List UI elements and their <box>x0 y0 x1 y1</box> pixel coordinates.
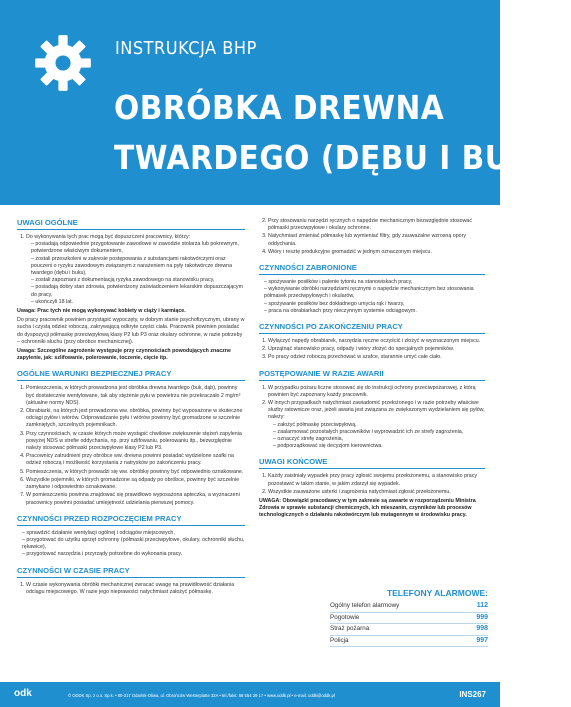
section-title-final: UWAGI KOŃCOWE <box>259 457 485 469</box>
phone-number: 998 <box>476 625 488 632</box>
list-item: 3. Po pracy odzież roboczą przechować w szafce, starannie umyć całe ciało. <box>268 354 485 361</box>
section-title-after-work: CZYNNOŚCI PO ZAKOŃCZENIU PRACY <box>259 322 485 334</box>
right-column <box>259 218 485 522</box>
list-item: 1. Wyłączyć napędy obrabiarek, narzędzia ręczne oczyścić i złożyć w wyznaczonym miejscu. <box>268 338 485 345</box>
phone-number: 999 <box>476 613 488 621</box>
list-item: – praca na obrabiarkach przy nieczynnym systemie odciągowym. <box>264 308 485 315</box>
final-list <box>259 473 485 496</box>
phone-label: Policja <box>330 636 349 644</box>
list-item: – oznaczyć strefę zagrożenia, <box>273 436 485 443</box>
after-work-list <box>259 338 485 362</box>
note-paragraph <box>17 308 245 315</box>
general-list <box>17 234 245 306</box>
section-title-conditions: OGÓLNE WARUNKI BEZPIECZNEJ PRACY <box>17 369 245 381</box>
list-item: – spożywanie posiłków i palenie tytoniu na stanowiskach pracy, <box>264 279 485 286</box>
list-item: 2. Obrabiarki, na których jest prowadzona ww. obróbka, powinny być wyposażone w skuteczne odciągi pyłów i wiórów. Odprowadzanie pyłu i wiórów powinny być gromadzone w szczelnie zamkniętych, szczelnych pojemnikach. <box>26 408 245 430</box>
during-work-list <box>17 582 245 596</box>
section-title-during-work: CZYNNOŚCI W CZASIE PRACY <box>17 566 245 578</box>
gear-icon <box>34 34 92 92</box>
note-paragraph <box>17 348 245 362</box>
during-work-list-continued <box>259 218 485 256</box>
list-item: 3. Przy czynnościach, w czasie których może wystąpić chwilowe zwiększenie stężeń zapylenia powyżej NDS w strefie oddychania, np. przy szlifowaniu, polerowaniu itp., bezwzględnie należy stosować półmaski przeciwpyłowe klasy P2 lub P3. <box>26 431 245 453</box>
paragraph: Do pracy pracownik powinien przystąpić wypoczęty, w dobrym stanie psychofizycznym, ubrany w sucha i czystą odzież roboczą, zakrywającą odkryte części ciała. Pracownik powinien posiadać do dyspozycji półmaskę przeciwpyłową klasy P2 lub P3 oraz okulary ochronne, w razie potrzeby – ochronniki słuchu (przy obróbce mechanicznej). <box>17 317 245 345</box>
section-title-forbidden: CZYNNOŚCI ZABRONIONE <box>259 263 485 275</box>
dash-list <box>26 241 245 306</box>
section-title-before-work: CZYNNOŚCI PRZED ROZPOCZĘCIEM PRACY <box>17 514 245 526</box>
list-item: – zostali zapoznani z dokumentacją ryzyka zawodowego na stanowisku pracy, <box>31 277 245 284</box>
list-item: – wykonywanie obróbki narzędziami ręcznymi o napędzie mechanicznym bez stosowania półmasek przeciwpyłowych i okularów, <box>264 286 485 300</box>
list-item: – posiadają dobry stan zdrowia, potwierdzony zaświadczeniem lekarskim dopuszczającym do pracy, <box>31 284 245 298</box>
phone-label: Ogólny telefon alarmowy <box>330 602 400 609</box>
phone-row <box>330 624 488 636</box>
note-text: UWAGA: Obowiązki pracodawcy w tym zakresie są zawarte w rozporządzeniu Ministra Zdrowia w sprawie substancji chemicznych, ich mieszanin, czynników lub procesów technologicznych o działaniu rakotwórczym lub mutagennym w środowisku pracy. <box>259 498 476 519</box>
list-item: – spożywanie posiłków bez dokładnego umycia rąk i twarzy, <box>264 301 485 308</box>
section-title-emergency: POSTĘPOWANIE W RAZIE AWARII <box>259 369 485 381</box>
before-work-list <box>17 530 245 559</box>
list-item: 7. W pomieszczeniu powinna znajdować się prawidłowo wyposażona apteczka, a wyznaczeni pracownicy powinni posiadać umiejętność udzielania pierwszej pomocy. <box>26 492 245 506</box>
list-item: – posiadają odpowiednie przygotowanie zawodowe w zawodzie stolarza lub pokrewnym, potwierdzone właściwym dokumentem, <box>31 241 245 255</box>
list-item: – zostali przeszkoleni w zakresie postępowania z substancjami rakotwórczymi oraz pouczeni o ryzyku zawodowym związanym z narażeniem na pyły rakotwórcze drewna twardego (dębu i buku), <box>31 256 245 278</box>
phone-number: 997 <box>476 636 488 644</box>
conditions-list <box>17 385 245 506</box>
list-item: – ukończyli 18 lat. <box>31 299 245 306</box>
list-item: 5. Pomieszczenia, w których prowadzi się ww. obróbkę powinny być odpowiednio oznakowane. <box>26 469 245 476</box>
list-item: 2. Przy stosowaniu narzędzi ręcznych o napędzie mechanicznym bezwzględnie stosować półmaski przeciwpyłowe i okulary ochronne. <box>268 218 485 232</box>
note-text: Uwaga: Szczególne zagrożenie występuje przy czynnościach powodujących znaczne zapylenie, jak: szlifowanie, polerowanie, toczenie, cięcie itp. <box>17 348 231 362</box>
list-item: 2. Uprzątnąć stanowisko pracy, odpady i wióry złożyć do specjalnych pojemników. <box>268 346 485 353</box>
list-item: 1. Każdy zaistniały wypadek przy pracy zgłosić swojemu przełożonemu, a stanowisko pracy pozostawić w takim stanie, w jakim zdarzył się wypadek. <box>268 473 485 487</box>
list-item: 4. Wióry i resztę produkcyjne gromadzić w jednym oznaczonym miejscu. <box>268 249 485 256</box>
list-item: 3. Natychmiast zmieniać półmaskę lub wymieniać filtry, gdy zauważalne wzrosną opory oddychania. <box>268 233 485 247</box>
emergency-phones <box>330 588 488 647</box>
header-banner <box>0 0 571 205</box>
phone-row <box>330 636 488 648</box>
section-title-general: UWAGI OGÓLNE <box>17 218 245 230</box>
list-item: 1. W przypadku pożaru liczne stosować się do instrukcji ochrony przeciwpożarowej, z którą powinien być zapoznany każdy pracownik. <box>268 385 485 399</box>
instruction-label: INSTRUKCJA BHP <box>115 38 257 59</box>
list-item-text: W innych przypadkach natychmiast zawiadomić przełożonego i w razie potrzeby właściwe służby ratownicze oraz, jeżeli awaria jest związana ze zwiększonym wydzielaniem się pyłów, należy: <box>268 400 485 421</box>
list-item <box>268 400 485 450</box>
phone-number: 112 <box>476 602 488 609</box>
page-title-line-1: OBRÓBKA DREWNA <box>114 88 445 127</box>
note-text: Uwaga: Prac tych nie mogą wykonywać kobiety w ciąży i karmiące. <box>17 308 186 315</box>
list-item: 6. Wszystkie pojemniki, w których gromadzone są odpady po obróbce, powinny być szczelnie zamykane i odpowiednio oznakowane. <box>26 477 245 491</box>
page-title-line-2: TWARDEGO (DĘBU I BUKU) <box>114 138 571 177</box>
list-item: – sprawdzić działanie wentylacji ogólnej i odciągów miejscowych, <box>22 530 245 537</box>
company-logo: odk <box>14 688 32 699</box>
list-item <box>26 234 245 306</box>
list-item: – podporządkować się decyzjom kierownictwa. <box>273 443 485 450</box>
list-item-text: Do wykonywania tych prac mogą być dopuszczeni pracownicy, którzy: <box>26 234 191 240</box>
list-item: 2. Wszystkie zauważone usterki i zagrożenia natychmiast zgłosić przełożonemu. <box>268 489 485 496</box>
dash-list <box>268 422 485 451</box>
phone-label: Pogotowie <box>330 613 360 621</box>
phone-row <box>330 601 488 613</box>
phones-title: TELEFONY ALARMOWE: <box>386 588 488 598</box>
phone-label: Straż pożarna <box>330 625 370 632</box>
footer-contact-text: © ODDK Sp. z o.o. Sp.k. • 80-317 Gdańsk-Oliwa, ul. Obrońców Westerplatte 32A • tel./faks: 58 554 29 17 • www.oddk.pl • e-mail: oddk@oddk.pl <box>68 693 335 698</box>
forbidden-list <box>259 279 485 315</box>
list-item: – założyć półmaskę przeciwpyłową, <box>273 422 485 429</box>
emergency-list <box>259 385 485 451</box>
document-code: INS267 <box>459 690 486 699</box>
left-column <box>17 218 245 597</box>
note-paragraph <box>259 498 485 520</box>
list-item: 1. W czasie wykonywania obróbki mechanicznej zwracać uwagę na prawidłowość działania odciągu miejscowego. W razie jego nieprawości natychmiast założyć półmaskę. <box>26 582 245 596</box>
list-item: – przygotować narzędzia i przyrządy potrzebne do wykonania pracy. <box>22 551 245 558</box>
list-item: – przygotować do użytku sprzęt ochronny (półmaski przeciwpyłowe, okulary, ochronniki słuchu, rękawice), <box>22 537 245 551</box>
phone-row <box>330 613 488 625</box>
list-item: – zaalarmować pozostałych pracowników i wyprowadzić ich ze strefy zagrożenia, <box>273 429 485 436</box>
list-item: 1. Pomieszczenia, w których prowadzona jest obróbka drewna twardego (buk, dąb), powinny być dostatecznie wentylowane, tak aby stężenie pyłu w powietrzu nie przekraczało 2 mg/m³ (aktualne normy NDS). <box>26 385 245 407</box>
list-item: 4. Pracownicy zatrudnieni przy obróbce ww. drewna powinni posiadać wydzielone szafki na odzież roboczą i możliwość korzystania z natrysków po zakończeniu pracy. <box>26 453 245 467</box>
